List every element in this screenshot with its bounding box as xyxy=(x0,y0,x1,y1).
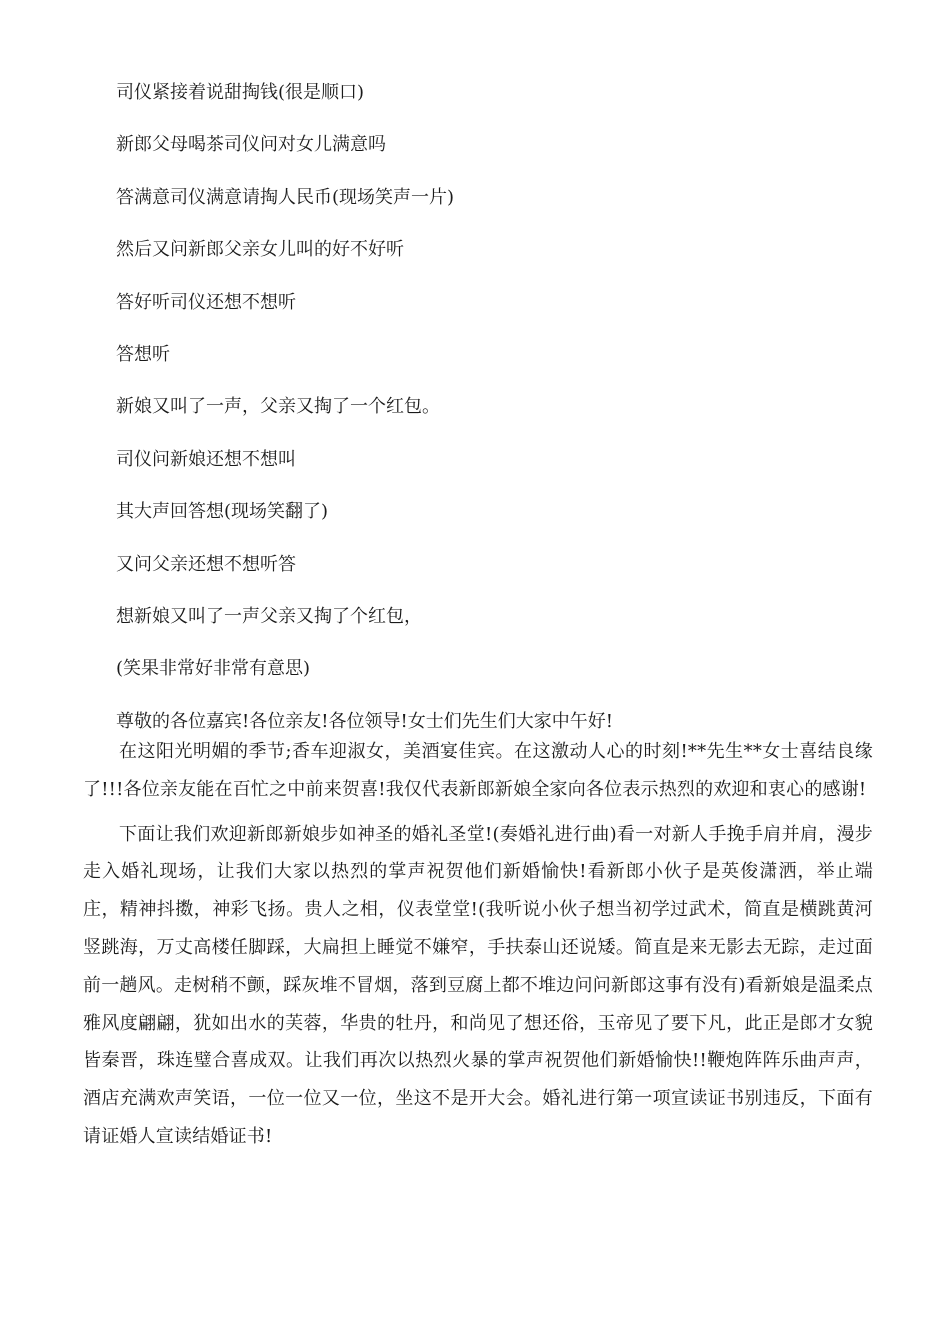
text-line: 司仪紧接着说甜掏钱(很是顺口) xyxy=(116,82,365,103)
text-line: 其大声回答想(现场笑翻了) xyxy=(116,501,329,523)
text-line: (笑果非常好非常有意思) xyxy=(116,658,311,680)
text-line: 新娘又叫了一声，父亲又掏了一个红包。 xyxy=(116,396,440,418)
text-line: 答好听司仪还想不想听 xyxy=(116,291,296,313)
paragraph-ceremony: 下面让我们欢迎新郎新娘步如神圣的婚礼圣堂!(奏婚礼进行曲)看一对新人手挽手肩并肩，漫步走入婚礼现场，让我们大家以热烈的掌声祝贺他们新婚愉快!看新郎小伙子是英俊潇洒，举止端庄，精神抖擞，神彩飞扬。贵人之相，仪表堂堂!(我听说小伙子想当初学过武术，简直是横跳黄河竖跳海，万丈高楼任脚踩，大扁担上睡觉不嫌窄，手扶泰山还说矮。简直是来无影去无踪，走过面前一趟风。走树稍不颤，踩灰堆不冒烟，落到豆腐上都不堆边问问新郎这事有没有)看新娘是温柔点雅风度翩翩，犹如出水的芙蓉，华贵的牡丹，和尚见了想还俗，玉帝见了要下凡，此正是郎才女貌皆秦晋，珠连璧合喜成双。让我们再次以热烈火暴的掌声祝贺他们新婚愉快!!鞭炮阵阵乐曲声声，酒店充满欢声笑语，一位一位又一位，坐这不是开大会。婚礼进行第一项宣读证书别违反，下面有请证婚人宣读结婚证书! xyxy=(83,823,873,1147)
text-line: 又问父亲还想不想听答 xyxy=(116,553,296,575)
text-line: 新郎父母喝茶司仪问对女儿满意吗 xyxy=(116,134,386,156)
body-paragraphs xyxy=(83,733,873,1163)
paragraph-welcome: 在这阳光明媚的季节;香车迎淑女，美酒宴佳宾。在这激动人心的时刻!**先生**女士喜结良缘了!!!各位亲友能在百忙之中前来贺喜!我仅代表新郎新娘全家向各位表示热烈的欢迎和衷心的感谢! xyxy=(83,741,873,800)
text-line: 答想听 xyxy=(116,343,170,365)
text-line: 然后又问新郎父亲女儿叫的好不好听 xyxy=(116,239,404,261)
text-line: 司仪问新娘还想不想叫 xyxy=(116,448,296,470)
greeting-line: 尊敬的各位嘉宾!各位亲友!各位领导!女士们先生们大家中午好! xyxy=(116,710,613,732)
text-line: 答满意司仪满意请掏人民币(现场笑声一片) xyxy=(116,186,455,208)
text-line: 想新娘又叫了一声父亲又掏了个红包， xyxy=(116,605,422,627)
dialogue-lines xyxy=(116,78,876,759)
